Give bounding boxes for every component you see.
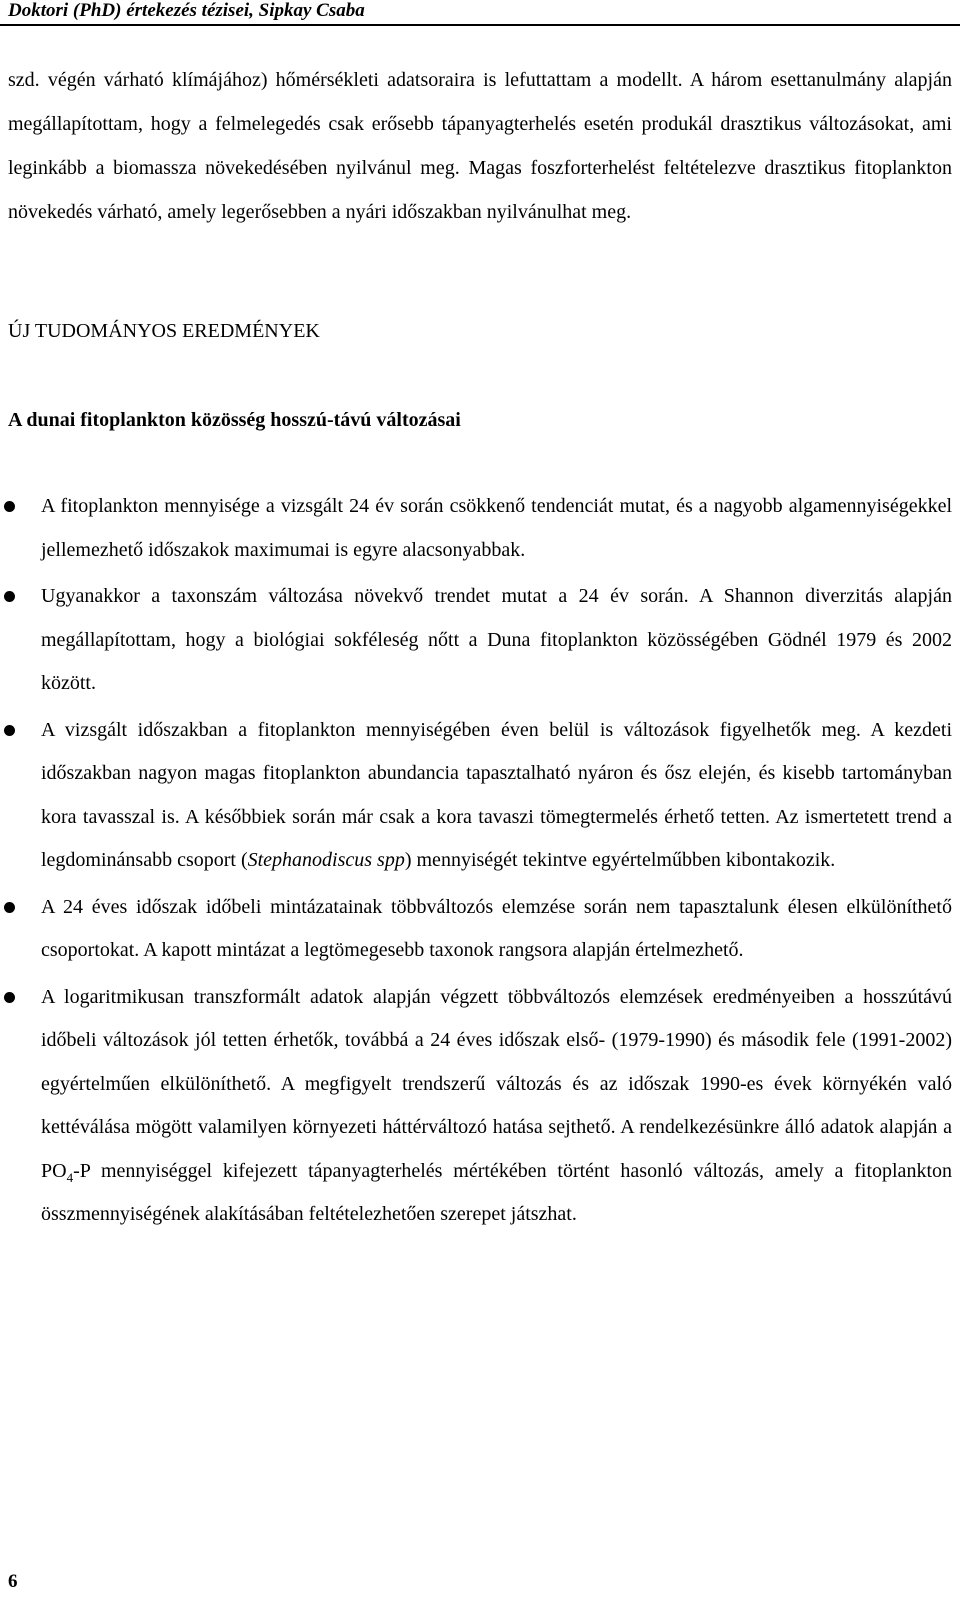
bullet-icon <box>4 902 15 913</box>
subsection-heading: A dunai fitoplankton közösség hosszú-távú változásai <box>8 409 461 431</box>
list-item-text: Ugyanakkor a taxonszám változása növekvő trendet mutat a 24 év során. A Shannon diverzitás alapján megállapítottam, hogy a biológiai sokféleség nőtt a Duna fitoplankton közösségében Gödnél 1979 és 2002 között. <box>41 585 952 694</box>
list-item <box>0 886 952 973</box>
list-item-text: ) mennyiségét tekintve egyértelműbben kibontakozik. <box>404 849 836 871</box>
header-rule <box>0 24 960 26</box>
list-item <box>0 575 952 706</box>
list-item-text: A logaritmikusan transzformált adatok alapján végzett többváltozós elemzések eredményeiben a hosszútávú időbeli változások jól tetten érhetők, továbbá a 24 éves időszak első- (1979-1990) és második fele (1991-2002) egyértelműen elkülöníthető. A megfigyelt trendszerű változás és az időszak 1990-es évek környékén való kettéválása mögött valamilyen környezeti háttérváltozó hatása sejthető. A rendelkezésünkre álló adatok alapján a PO <box>41 985 952 1182</box>
bullet-icon <box>4 501 15 512</box>
list-item <box>0 709 952 883</box>
subscript: 4 <box>66 1169 74 1185</box>
page-number: 6 <box>8 1571 18 1592</box>
list-item-text: A fitoplankton mennyisége a vizsgált 24 év során csökkenő tendenciát mutat, és a nagyobb algamennyiségekkel jellemezhető időszakok maximumai is egyre alacsonyabbak. <box>41 495 952 561</box>
list-item-text: A vizsgált időszakban a fitoplankton mennyiségében éven belül is változások figyelhetők meg. A kezdeti időszakban nagyon magas fitoplankton abundancia tapasztalható nyáron és ősz elején, és kisebb tartományban kora tavasszal is. A későbbiek során már csak a kora tavaszi tömegtermelés érhető tetten. Az ismertetett trend a legdominánsabb csoport ( <box>41 718 952 871</box>
bullet-icon <box>4 725 15 736</box>
list-item <box>0 976 952 1237</box>
intro-paragraph: szd. végén várható klímájához) hőmérsékleti adatsoraira is lefuttattam a modellt. A három esettanulmány alapján megállapítottam, hogy a felmelegedés csak erősebb tápanyagterhelés esetén produkál drasztikus változásokat, ami leginkább a biomassza növekedésében nyilvánul meg. Magas foszforterhelést feltételezve drasztikus fitoplankton növekedés várható, amely legerősebben a nyári időszakban nyilvánulhat meg. <box>8 69 952 223</box>
bullet-icon <box>4 591 15 602</box>
list-item-text: -P mennyiséggel kifejezett tápanyagterhelés mértékében történt hasonló változás, amely a fitoplankton összmennyiségének alakításában feltételezhetően szerepet játszhat. <box>41 1159 952 1225</box>
running-header: Doktori (PhD) értekezés tézisei, Sipkay Csaba <box>8 0 365 21</box>
taxon-name: Stephanodiscus spp <box>247 849 405 871</box>
results-list <box>0 485 952 1240</box>
list-item-text: A 24 éves időszak időbeli mintázatainak többváltozós elemzése során nem tapasztalunk élesen elkülöníthető csoportokat. A kapott mintázat a legtömegesebb taxonok rangsora alapján értelmezhető. <box>41 895 952 961</box>
list-item <box>0 485 952 572</box>
bullet-icon <box>4 992 15 1003</box>
section-heading: ÚJ TUDOMÁNYOS EREDMÉNYEK <box>8 320 320 342</box>
